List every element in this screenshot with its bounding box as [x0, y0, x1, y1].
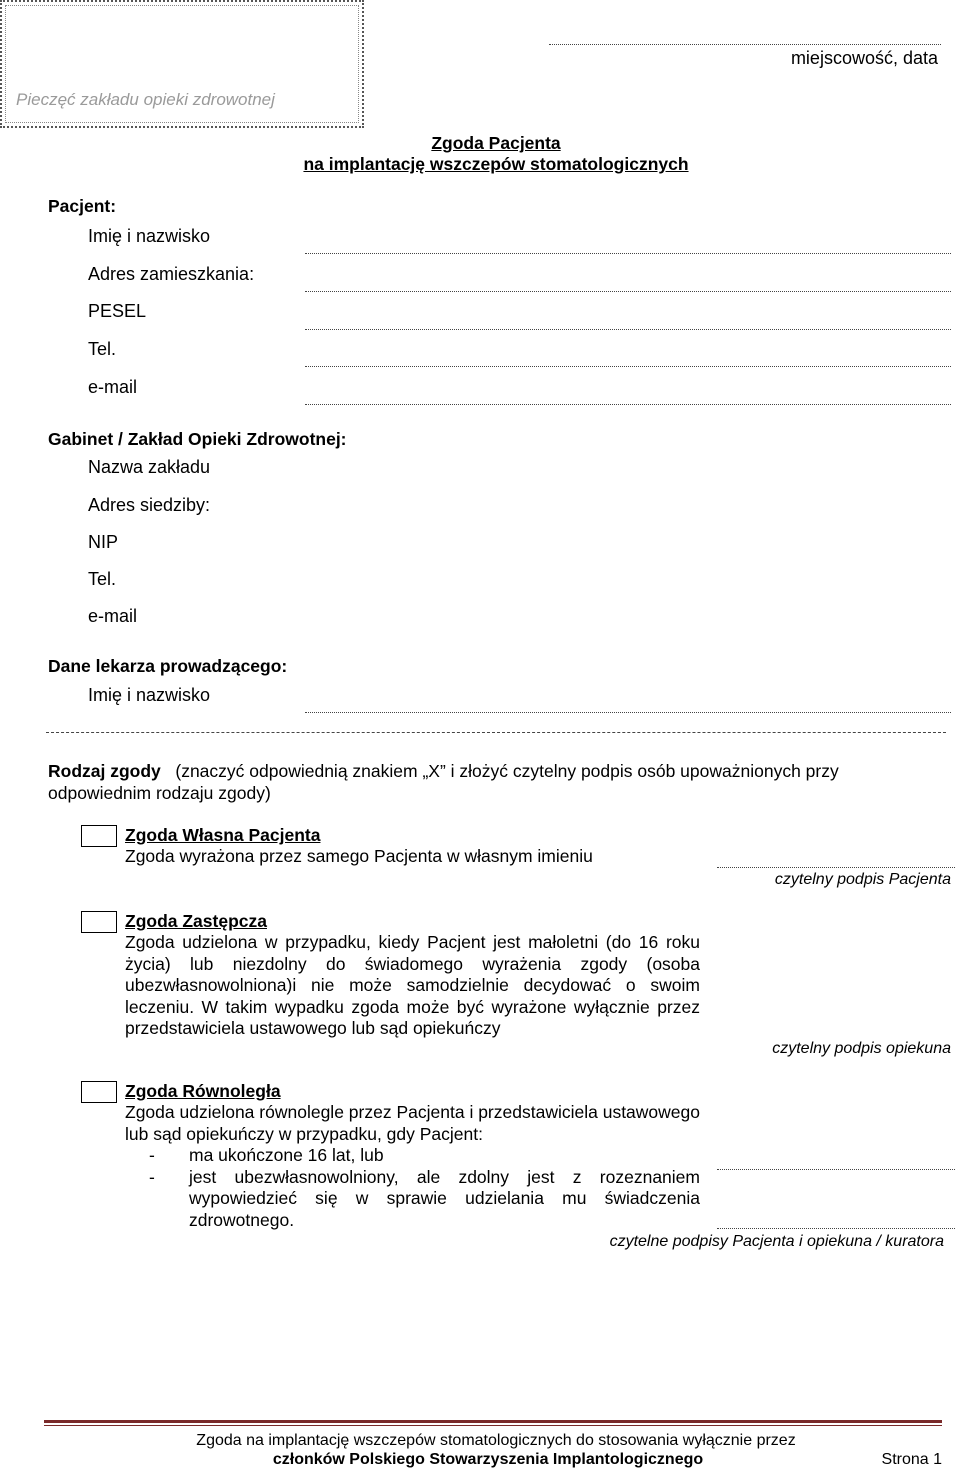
place-date-line[interactable]	[549, 44, 941, 45]
own-consent-description: Zgoda wyrażona przez samego Pacjenta w własnym imieniu	[125, 846, 593, 866]
parallel-consent-description	[125, 1102, 700, 1231]
substitute-consent-title: Zgoda Zastępcza	[125, 911, 267, 931]
clinic-phone-label: Tel.	[88, 569, 117, 589]
patient-address-line[interactable]	[305, 291, 951, 292]
patient-phone-label: Tel.	[88, 339, 117, 359]
clinic-address-label: Adres siedziby:	[88, 495, 211, 515]
parallel-consent-title: Zgoda Równoległa	[125, 1081, 281, 1101]
parallel-consent-signature-line-2[interactable]	[717, 1228, 955, 1229]
footer-line-1: Zgoda na implantację wszczepów stomatologicznych do stosowania wyłącznie przez	[196, 1432, 796, 1449]
clinic-heading: Gabinet / Zakład Opieki Zdrowotnej:	[48, 429, 347, 449]
doctor-name-line[interactable]	[305, 712, 951, 713]
section-separator	[46, 732, 946, 733]
parallel-consent-conditions	[125, 1145, 700, 1231]
patient-email-line[interactable]	[305, 404, 951, 405]
patient-name-label: Imię i nazwisko	[88, 226, 211, 246]
page-number: Strona 1	[881, 1451, 942, 1468]
own-consent-signature-label: czytelny podpis Pacjenta	[774, 871, 951, 888]
clinic-email-label: e-mail	[88, 606, 138, 626]
place-date-label: miejscowość, data	[790, 48, 938, 68]
footer-rule	[44, 1420, 942, 1423]
own-consent-checkbox[interactable]	[81, 825, 117, 847]
document-subtitle: na implantację wszczepów stomatologicznych	[303, 154, 689, 174]
substitute-consent-checkbox[interactable]	[81, 911, 117, 933]
patient-phone-line[interactable]	[305, 366, 951, 367]
footer-rule-thin	[44, 1425, 942, 1426]
consent-type-intro	[48, 760, 928, 804]
document-title: Zgoda Pacjenta	[431, 133, 561, 153]
patient-pesel-label: PESEL	[88, 301, 147, 321]
patient-email-label: e-mail	[88, 377, 138, 397]
clinic-nip-label: NIP	[88, 532, 119, 552]
stamp-placeholder: Pieczęć zakładu opieki zdrowotnej	[16, 90, 275, 109]
clinic-name-label: Nazwa zakładu	[88, 457, 211, 477]
condition-item: - jest ubezwłasnowolniony, ale zdolny jest z rozeznaniem wypowiedzieć się w sprawie udzielania mu świadczenia zdrowotnego.	[149, 1166, 700, 1230]
doctor-name-label: Imię i nazwisko	[88, 685, 211, 705]
parallel-consent-signature-label: czytelne podpisy Pacjenta i opiekuna / kuratora	[609, 1233, 944, 1250]
consent-type-heading: Rodzaj zgody	[48, 761, 161, 781]
patient-heading: Pacjent:	[48, 196, 117, 216]
doctor-heading: Dane lekarza prowadzącego:	[48, 656, 288, 676]
consent-type-instruction: (znaczyć odpowiednią znakiem „X” i złożyć czytelny podpis osób upoważnionych przy odpowiednim rodzaju zgody)	[48, 761, 839, 803]
condition-item: - ma ukończone 16 lat, lub	[149, 1145, 384, 1165]
footer-line-2: członków Polskiego Stowarzyszenia Implantologicznego	[272, 1451, 704, 1468]
own-consent-signature-line[interactable]	[717, 867, 955, 868]
patient-pesel-line[interactable]	[305, 329, 951, 330]
patient-name-line[interactable]	[305, 253, 951, 254]
substitute-consent-description: Zgoda udzielona w przypadku, kiedy Pacjent jest małoletni (do 16 roku życia) lub niezdolny do świadomego wyrażenia zgody (osoba ubezwłasnowolniona)i nie może samodzielnie decydować o swoim leczeniu. W takim wypadku zgoda może być wyrażone wyłącznie przez przedstawiciela ustawowego lub sąd opiekuńczy	[125, 932, 700, 1038]
parallel-consent-signature-line-1[interactable]	[717, 1169, 955, 1170]
own-consent-title: Zgoda Własna Pacjenta	[125, 825, 321, 845]
substitute-consent-signature-label: czytelny podpis opiekuna	[772, 1040, 951, 1057]
parallel-consent-text: Zgoda udzielona równolegle przez Pacjenta i przedstawiciela ustawowego lub sąd opiekuńczy w przypadku, gdy Pacjent:	[125, 1102, 700, 1144]
patient-address-label: Adres zamieszkania:	[88, 264, 255, 284]
parallel-consent-checkbox[interactable]	[81, 1081, 117, 1103]
